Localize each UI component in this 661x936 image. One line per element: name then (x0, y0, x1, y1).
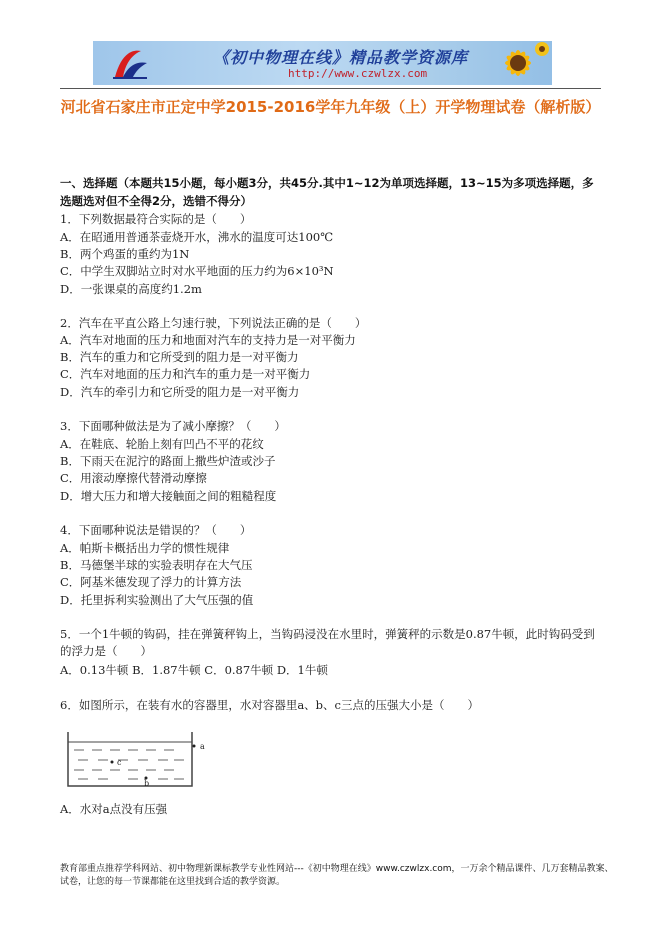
site-logo-icon (111, 47, 149, 81)
question-6-option-a: A．水对a点没有压强 (60, 802, 168, 816)
question-2-option-c: C．汽车对地面的压力和汽车的重力是一对平衡力 (60, 367, 311, 381)
header-divider (60, 88, 601, 89)
question-3-option-b: B．下雨天在泥泞的路面上撒些炉渣或沙子 (60, 454, 276, 468)
question-3-option-a: A．在鞋底、轮胎上刻有凹凸不平的花纹 (60, 437, 264, 451)
question-4-option-b: B．马德堡半球的实验表明存在大气压 (60, 558, 253, 572)
question-1-stem: 1．下列数据最符合实际的是（ ） (60, 212, 252, 226)
question-2-option-a: A．汽车对地面的压力和地面对汽车的支持力是一对平衡力 (60, 333, 356, 347)
question-2-stem: 2．汽车在平直公路上匀速行驶，下列说法正确的是（ ） (60, 316, 367, 330)
question-3-stem: 3．下面哪种做法是为了减小摩擦？（ ） (60, 419, 286, 433)
question-2-option-b: B．汽车的重力和它所受到的阻力是一对平衡力 (60, 350, 299, 364)
question-2-option-d: D．汽车的牵引力和它所受的阻力是一对平衡力 (60, 385, 300, 399)
water-container-figure (64, 728, 214, 790)
question-1-option-c: C．中学生双脚站立时对水平地面的压力约为6×10³N (60, 264, 334, 278)
sunflower-icon (488, 41, 550, 85)
question-4-option-a: A．帕斯卡概括出力学的惯性规律 (60, 541, 230, 555)
question-3-option-d: D．增大压力和增大接触面之间的粗糙程度 (60, 489, 277, 503)
question-4-option-c: C．阿基米德发现了浮力的计算方法 (60, 575, 242, 589)
question-1-option-b: B．两个鸡蛋的重约为1N (60, 247, 190, 261)
question-1-option-a: A．在昭通用普通茶壶烧开水，沸水的温度可达100℃ (60, 230, 334, 244)
point-a-dot (193, 745, 196, 748)
document-title: 河北省石家庄市正定中学2015-2016学年九年级（上）开学物理试卷（解析版） (60, 98, 601, 116)
section-heading: 一、选择题（本题共15小题，每小题3分，共45分.其中1~12为单项选择题，13~15为多项选择题，多选题选对但不全得2分，选错不得分） (60, 176, 594, 208)
question-3-option-c: C．用滚动摩擦代替滑动摩擦 (60, 471, 207, 485)
banner-url[interactable]: http://www.czwlzx.com (288, 67, 428, 80)
question-4-option-d: D．托里拆利实验测出了大气压强的值 (60, 593, 254, 607)
page-footer: 教育部重点推荐学科网站、初中物理新课标教学专业性网站---《初中物理在线》www.czwlzx.com，一万余个精品课件、几万套精品教案、试卷，让您的每一节课都能在这里找到合适的教学资源。 (60, 864, 614, 887)
question-1-option-d: D．一张课桌的高度约1.2m (60, 282, 202, 296)
point-b-label: b (144, 779, 150, 788)
question-5-options: A．0.13牛顿 B．1.87牛顿 C．0.87牛顿 D．1牛顿 (60, 663, 328, 677)
header-banner (93, 41, 552, 85)
point-c-label: c (117, 758, 122, 767)
point-c-dot (111, 761, 114, 764)
question-6-stem: 6．如图所示，在装有水的容器里，水对容器里a、b、c三点的压强大小是（ ） (60, 698, 479, 712)
question-5-stem: 5．一个1牛顿的钩码，挂在弹簧秤钩上，当钩码浸没在水里时，弹簧秤的示数是0.87牛顿，此时钩码受到的浮力是（ ） (60, 627, 595, 658)
question-4-stem: 4．下面哪种说法是错误的？（ ） (60, 523, 252, 537)
point-a-label: a (200, 742, 205, 751)
banner-title: 《初中物理在线》精品教学资源库 (213, 48, 469, 67)
